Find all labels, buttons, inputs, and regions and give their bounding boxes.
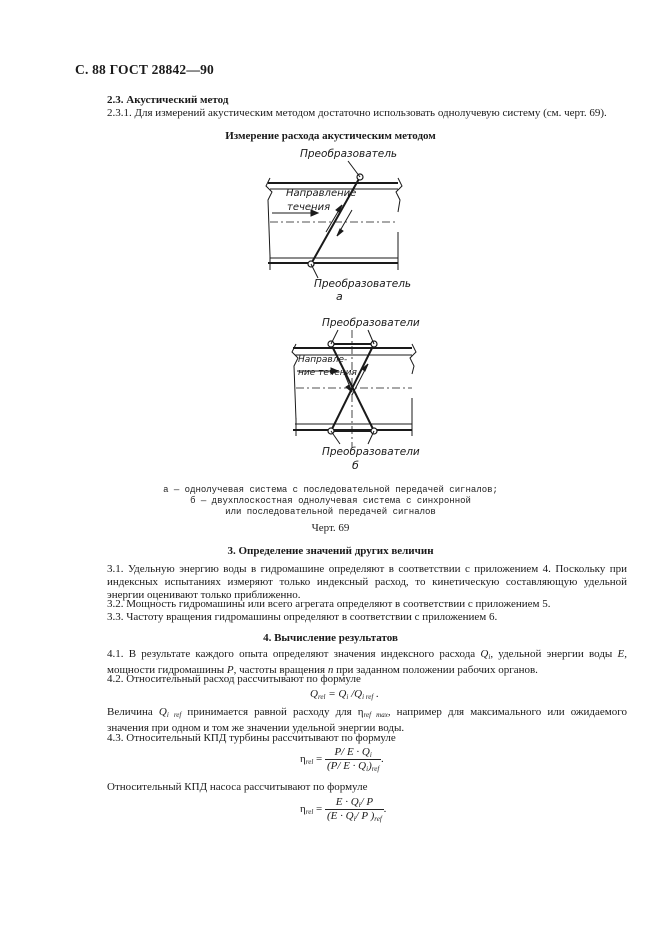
p42b-eta-sub: ref max: [363, 711, 388, 719]
f3-num-sub: i: [358, 801, 361, 809]
p42b-text-a: Величина: [107, 706, 159, 718]
f1-lhs: Q: [310, 688, 318, 700]
paragraph-3-2: 3.2. Мощность гидромашины или всего агрегата определяют в соответствии с приложением 5.: [107, 598, 551, 610]
p41-text-d: , частоты вращения: [233, 664, 328, 676]
f1-r2: Q: [354, 688, 363, 700]
p42b-q-sub: i ref: [166, 711, 182, 719]
p41-p: P: [226, 664, 234, 676]
f3-den-text: (E · Q: [327, 810, 354, 822]
paragraph-4-2b: [107, 706, 627, 735]
figure-caption-b-line2: или последовательной передачей сигналов: [225, 507, 436, 517]
f1-end: .: [373, 688, 379, 700]
p41-text-c: , мощности гидромашины: [107, 648, 627, 676]
p41-text-a: 4.1. В результате каждого опыта определяют значения индексного расхода: [107, 648, 481, 660]
f2-den-sub2: ref: [371, 765, 380, 773]
f3-den-end: / P ): [355, 810, 375, 822]
f2-num-text: P/ E · Q: [334, 746, 370, 758]
figure-number: Черт. 69: [311, 522, 350, 534]
figure-caption-b-line1: б — двухплоскостная однолучевая система с синхронной: [190, 496, 471, 506]
section-4-heading: 4. Вычисление результатов: [263, 632, 398, 644]
diagram-a-label-top: Преобразователь: [300, 148, 398, 160]
f3-den-sub: i: [353, 815, 356, 823]
f1-r1-sub: i: [346, 693, 349, 701]
diagram-b-flow-label-2: ние течения: [298, 368, 357, 378]
formula-relative-flow: [310, 688, 379, 701]
paragraph-4-2: 4.2. Относительный расход рассчитывают по формуле: [107, 673, 361, 685]
diagram-a-label-bottom: Преобразователь: [314, 278, 412, 290]
p42b-q: Q: [158, 706, 167, 718]
paragraph-3-3: 3.3. Частоту вращения гидромашины определяют в соответствии с приложением 6.: [107, 611, 498, 623]
f2-denominator: [325, 760, 381, 773]
f3-den-sub2: ref: [374, 815, 382, 823]
page-header: С. 88 ГОСТ 28842—90: [75, 62, 214, 77]
diagram-a-flow-label-2: течения: [287, 202, 331, 213]
f3-num-text: E · Q: [335, 796, 359, 808]
p41-text-e: при заданном положении рабочих органов.: [333, 664, 538, 676]
f3-fraction: [325, 796, 384, 823]
f1-slash: /: [348, 688, 355, 700]
formula-pump-efficiency: $\eta_{rel}$ = $\frac{E \cdot Q_i/ P}{(E \cdot Q_i/ P )_{ref}}$ .: [300, 796, 387, 823]
figure-caption-a: а — однолучевая система с последовательной передачей сигналов;: [163, 485, 498, 495]
p41-text-b: , удельной энергии воды: [490, 648, 618, 660]
figure-title: Измерение расхода акустическим методом: [225, 130, 436, 142]
section-2-3-heading: 2.3. Акустический метод: [107, 94, 229, 106]
f2-fraction: [325, 746, 381, 773]
f1-r1: Q: [338, 688, 347, 700]
p41-e: E: [617, 648, 625, 660]
diagram-a-flow-label-1: Направление: [286, 188, 357, 199]
paragraph-3-1-text: 3.1. Удельную энергию воды в гидромашине определяют в соответствии с приложением 4. Поскольку при индексных испытаниях измеряют только индексный расход, то кинетическую составляющую удельной энергии оценивают только приближенно.: [107, 563, 627, 601]
f3-end: .: [383, 803, 387, 816]
p42b-eta: η: [357, 706, 364, 718]
paragraph-2-3-1: 2.3.1. Для измерений акустическим методом достаточно использовать однолучевую систему (см. черт. 69).: [107, 107, 607, 119]
diagram-a-leader-bottom: [311, 264, 318, 278]
f2-den-sub: i: [366, 765, 369, 773]
f2-den-text: (P/ E · Q: [327, 760, 367, 772]
diagram-a-letter: а: [336, 290, 343, 303]
diagram-b-letter: б: [352, 459, 359, 472]
f1-lhs-sub: rel: [317, 693, 326, 701]
f3-lhs-sub: rel: [305, 808, 314, 817]
f2-lhs-sub: rel: [305, 758, 314, 767]
f3-lhs: η: [300, 803, 306, 816]
p41-n: n: [327, 664, 334, 676]
p41-q: Q: [480, 648, 489, 660]
f2-den-close: ): [368, 760, 372, 772]
diagram-b-flow-label-1: Направле-: [298, 355, 348, 365]
paragraph-4-3: 4.3. Относительный КПД турбины рассчитывают по формуле: [107, 732, 396, 744]
f2-num-sub: i: [369, 751, 372, 759]
f1-eq: =: [325, 688, 339, 700]
f3-denominator: [325, 810, 384, 823]
diagram-b-label-top: Преобразователи: [322, 317, 420, 329]
p41-q-sub: i: [488, 653, 491, 661]
p42b-text-c: , например для максимального или ожидаемого значения при одном и том же значении удельной энергии воды.: [107, 706, 627, 734]
paragraph-4-3b: Относительный КПД насоса рассчитывают по формуле: [107, 781, 368, 793]
p42b-text-b: принимается равной расходу для: [181, 706, 358, 718]
f3-num-end: / P: [360, 796, 374, 808]
f2-end: .: [381, 753, 385, 766]
diagram-b-label-bottom: Преобразователи: [322, 446, 420, 458]
f1-r2-sub: i ref: [362, 693, 374, 701]
f2-numerator: [325, 746, 381, 760]
formula-turbine-efficiency: $\eta_{rel}$ = $\frac{P/ E \cdot Q_i}{(P/ E \cdot Q_i)_{ref}}$ .: [300, 746, 385, 773]
paragraph-3-1: [107, 563, 627, 602]
f3-numerator: [325, 796, 384, 810]
f2-lhs: η: [300, 753, 306, 766]
section-3-heading: 3. Определение значений других величин: [227, 545, 434, 557]
diagram-a-leader-top: [348, 161, 360, 177]
